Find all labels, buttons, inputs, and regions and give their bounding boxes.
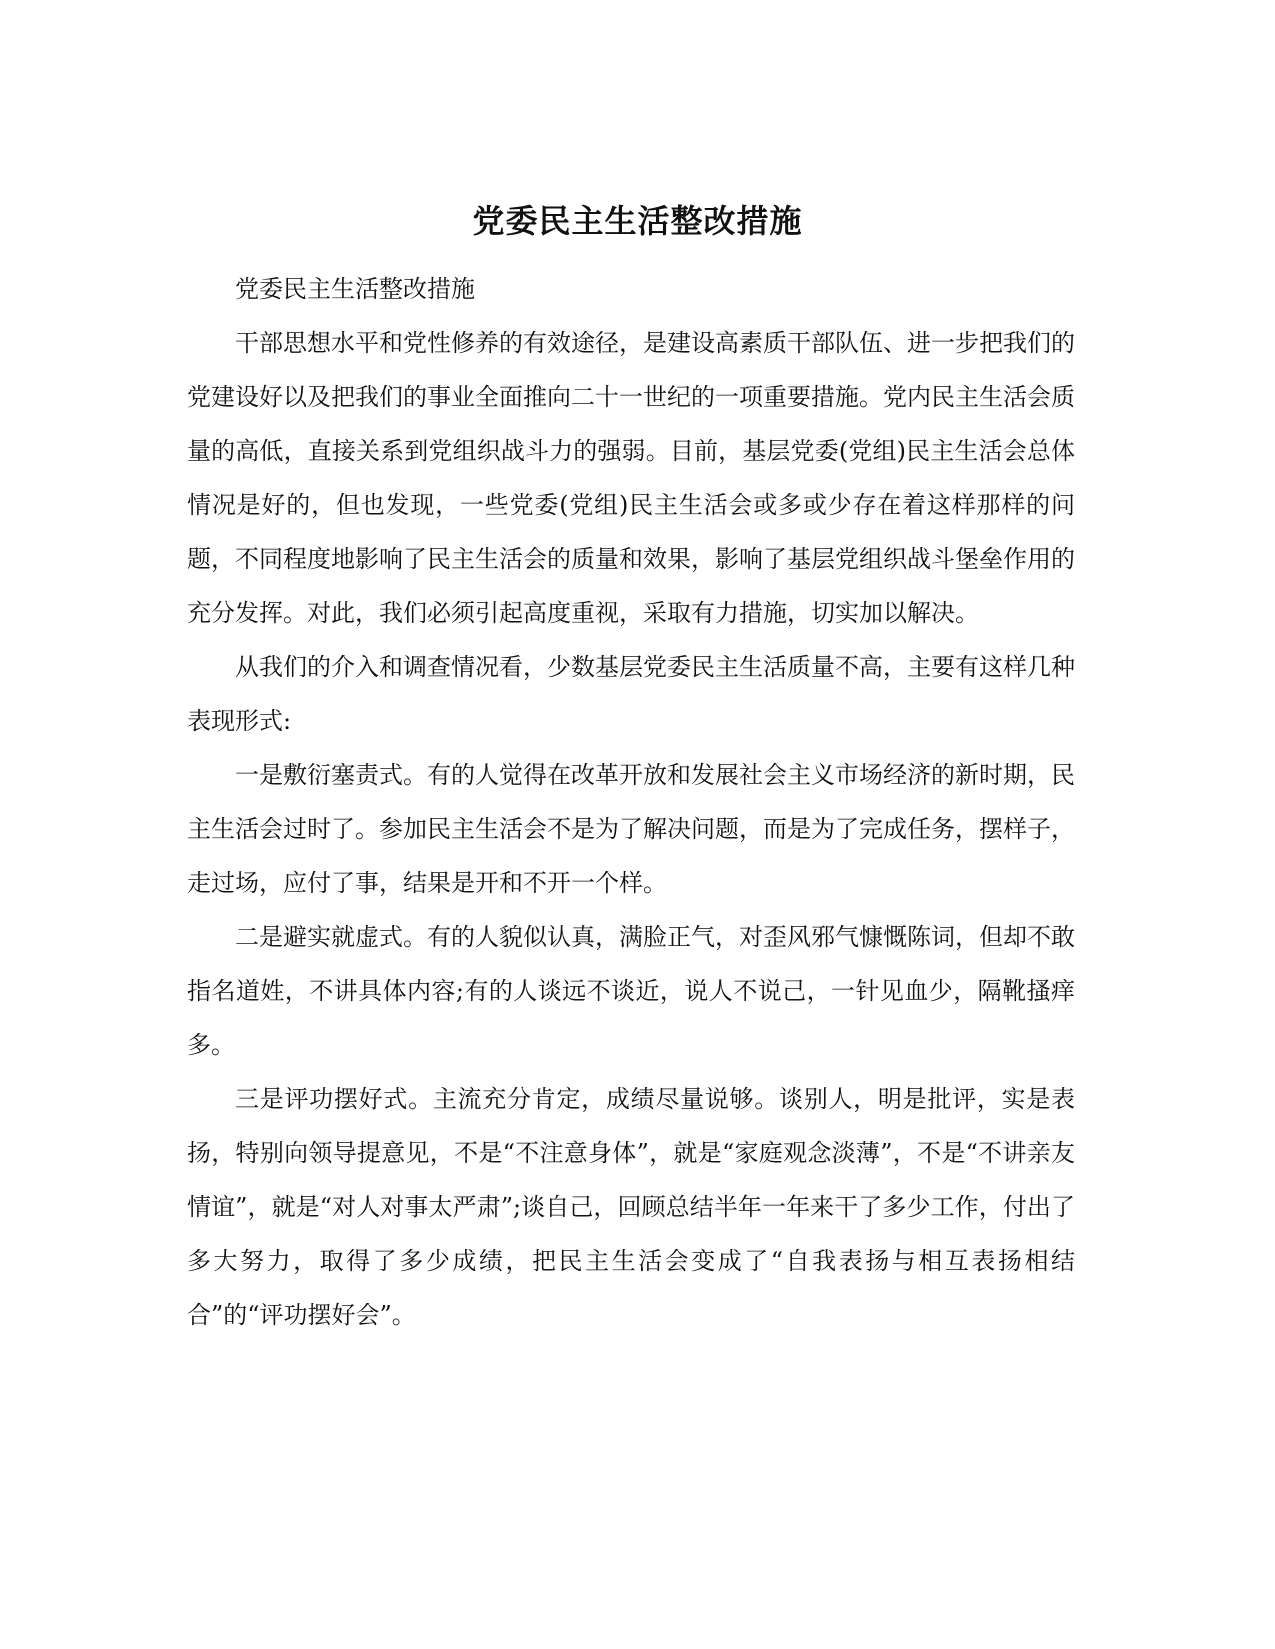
paragraph-subtitle: 党委民主生活整改措施	[235, 275, 475, 303]
paragraph-survey-summary: 从我们的介入和调查情况看，少数基层党委民主生活质量不高，主要有这样几种表现形式:	[187, 653, 1075, 735]
document-body	[187, 262, 1075, 1342]
paragraph-introduction: 干部思想水平和党性修养的有效途径，是建设高素质干部队伍、进一步把我们的党建设好以及把我们的事业全面推向二十一世纪的一项重要措施。党内民主生活会质量的高低，直接关系到党组织战斗力的强弱。目前，基层党委(党组)民主生活会总体情况是好的，但也发现，一些党委(党组)民主生活会或多或少存在着这样那样的问题，不同程度地影响了民主生活会的质量和效果，影响了基层党组织战斗堡垒作用的充分发挥。对此，我们必须引起高度重视，采取有力措施，切实加以解决。	[187, 329, 1075, 627]
document-title: 党委民主生活整改措施	[472, 202, 803, 241]
paragraph-form-one: 一是敷衍塞责式。有的人觉得在改革开放和发展社会主义市场经济的新时期，民主生活会过时了。参加民主生活会不是为了解决问题，而是为了完成任务，摆样子，走过场，应付了事，结果是开和不开一个样。	[187, 761, 1075, 897]
paragraph-form-three: 三是评功摆好式。主流充分肯定，成绩尽量说够。谈别人，明是批评，实是表扬，特别向领导提意见，不是“不注意身体”，就是“家庭观念淡薄”，不是“不讲亲友情谊”，就是“对人对事太严肃”;谈自己，回顾总结半年一年来干了多少工作，付出了多大努力，取得了多少成绩，把民主生活会变成了“自我表扬与相互表扬相结合”的“评功摆好会”。	[187, 1085, 1075, 1329]
paragraph-form-two: 二是避实就虚式。有的人貌似认真，满脸正气，对歪风邪气慷慨陈词，但却不敢指名道姓，不讲具体内容;有的人谈远不谈近，说人不说己，一针见血少，隔靴搔痒多。	[187, 923, 1075, 1059]
